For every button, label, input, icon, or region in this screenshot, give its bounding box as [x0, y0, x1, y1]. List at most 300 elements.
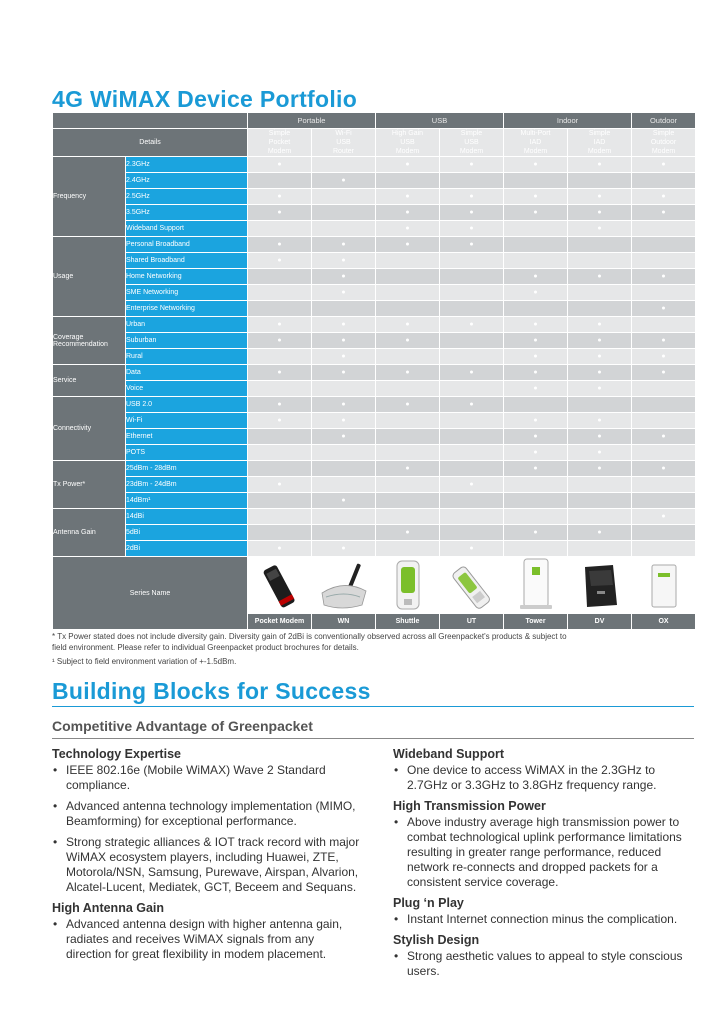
check-bullet-icon: ●	[597, 417, 602, 424]
feature-cell	[376, 461, 439, 476]
table-row	[53, 525, 695, 540]
model-header: Simple USB Modem	[440, 129, 503, 156]
table-row	[53, 205, 695, 220]
product-image-cell	[248, 557, 311, 613]
feature-label: Ethernet	[126, 429, 247, 444]
feature-cell	[248, 333, 311, 348]
table-row	[53, 445, 695, 460]
product-image-cell	[440, 557, 503, 613]
feature-label: 2.5GHz	[126, 189, 247, 204]
list-item: • Instant Internet connection minus the complication.	[393, 912, 695, 927]
feature-label: Wi-Fi	[126, 413, 247, 428]
list-item: • Advanced antenna design with higher antenna gain, radiates and receives WiMAX signals from any direction for great flexibility in modem placement.	[52, 917, 360, 962]
feature-cell	[376, 413, 439, 428]
check-bullet-icon: ●	[341, 337, 346, 344]
feature-cell	[632, 157, 695, 172]
check-bullet-icon: ●	[405, 241, 410, 248]
feature-label: 2.3GHz	[126, 157, 247, 172]
feature-cell	[632, 493, 695, 508]
feature-cell	[632, 397, 695, 412]
feature-cell	[312, 429, 375, 444]
bullet-list	[393, 949, 695, 979]
feature-label: Urban	[126, 317, 247, 332]
check-bullet-icon: ●	[341, 417, 346, 424]
feature-cell	[568, 397, 631, 412]
feature-cell	[248, 477, 311, 492]
product-image-cell	[376, 557, 439, 613]
check-bullet-icon: ●	[341, 545, 346, 552]
feature-cell	[568, 157, 631, 172]
check-bullet-icon: ●	[533, 193, 538, 200]
wn-router-device-icon	[318, 561, 370, 613]
feature-cell	[504, 413, 567, 428]
feature-cell	[504, 365, 567, 380]
product-image-cell	[632, 557, 695, 613]
feature-cell	[440, 205, 503, 220]
feature-cell	[504, 317, 567, 332]
bullet-list	[393, 912, 695, 927]
check-bullet-icon: ●	[277, 241, 282, 248]
feature-cell	[568, 429, 631, 444]
check-bullet-icon: ●	[341, 273, 346, 280]
feature-cell	[376, 205, 439, 220]
feature-cell	[568, 205, 631, 220]
table-row	[53, 461, 695, 476]
feature-cell	[504, 493, 567, 508]
check-bullet-icon: ●	[597, 193, 602, 200]
feature-cell	[312, 221, 375, 236]
feature-label: POTS	[126, 445, 247, 460]
feature-cell	[504, 333, 567, 348]
feature-cell	[312, 253, 375, 268]
device-portfolio-table	[52, 112, 696, 630]
feature-cell	[248, 381, 311, 396]
table-row	[53, 157, 695, 172]
model-header: Wi-Fi USB Router	[312, 129, 375, 156]
feature-cell	[376, 269, 439, 284]
check-bullet-icon: ●	[341, 497, 346, 504]
feature-cell	[440, 525, 503, 540]
check-bullet-icon: ●	[533, 273, 538, 280]
check-bullet-icon: ●	[277, 337, 282, 344]
footnote-tx-power: * Tx Power stated does not include diversity gain. Diversity gain of 2dBi is conventionally observed across all Greenpacket's products & subject to field environment. Please refer to individual Greenpacket product brochures for details.	[52, 632, 567, 652]
feature-cell	[376, 493, 439, 508]
feature-cell	[568, 493, 631, 508]
feature-cell	[568, 541, 631, 556]
feature-label: 3.5GHz	[126, 205, 247, 220]
feature-cell	[376, 157, 439, 172]
check-bullet-icon: ●	[405, 337, 410, 344]
category-label: Frequency	[53, 157, 125, 236]
feature-cell	[376, 173, 439, 188]
feature-cell	[248, 205, 311, 220]
check-bullet-icon: ●	[661, 369, 666, 376]
feature-cell	[248, 221, 311, 236]
feature-cell	[376, 429, 439, 444]
check-bullet-icon: ●	[341, 353, 346, 360]
check-bullet-icon: ●	[405, 193, 410, 200]
list-item: • IEEE 802.16e (Mobile WiMAX) Wave 2 Standard compliance.	[52, 763, 360, 793]
table-row	[53, 493, 695, 508]
feature-cell	[312, 349, 375, 364]
feature-cell	[504, 525, 567, 540]
table-row	[53, 285, 695, 300]
table-row	[53, 381, 695, 396]
feature-cell	[312, 365, 375, 380]
product-name: Shuttle	[376, 614, 439, 629]
table-row	[53, 237, 695, 252]
feature-cell	[568, 301, 631, 316]
feature-cell	[376, 189, 439, 204]
section-heading: Wideband Support	[393, 747, 504, 761]
feature-cell	[312, 541, 375, 556]
table-row	[53, 333, 695, 348]
bullet-list	[393, 815, 695, 890]
feature-cell	[440, 461, 503, 476]
check-bullet-icon: ●	[405, 209, 410, 216]
left-column	[52, 744, 360, 968]
check-bullet-icon: ●	[533, 369, 538, 376]
feature-cell	[312, 477, 375, 492]
right-column	[393, 744, 695, 985]
table-row	[53, 413, 695, 428]
model-header: Simple Pocket Modem	[248, 129, 311, 156]
check-bullet-icon: ●	[661, 513, 666, 520]
feature-cell	[312, 381, 375, 396]
feature-cell	[312, 189, 375, 204]
product-name: OX	[632, 614, 695, 629]
feature-cell	[248, 413, 311, 428]
feature-label: Home Networking	[126, 269, 247, 284]
check-bullet-icon: ●	[533, 417, 538, 424]
feature-cell	[312, 493, 375, 508]
check-bullet-icon: ●	[661, 433, 666, 440]
feature-cell	[312, 285, 375, 300]
table-row	[53, 429, 695, 444]
check-bullet-icon: ●	[661, 353, 666, 360]
feature-cell	[504, 221, 567, 236]
feature-cell	[440, 253, 503, 268]
feature-cell	[568, 525, 631, 540]
feature-cell	[312, 413, 375, 428]
check-bullet-icon: ●	[661, 161, 666, 168]
check-bullet-icon: ●	[469, 209, 474, 216]
feature-cell	[568, 413, 631, 428]
feature-cell	[248, 509, 311, 524]
check-bullet-icon: ●	[341, 321, 346, 328]
check-bullet-icon: ●	[341, 433, 346, 440]
feature-cell	[632, 349, 695, 364]
check-bullet-icon: ●	[533, 465, 538, 472]
list-item: • One device to access WiMAX in the 2.3GHz to 2.7GHz or 3.3GHz to 3.8GHz frequency range.	[393, 763, 695, 793]
feature-cell	[376, 349, 439, 364]
check-bullet-icon: ●	[661, 305, 666, 312]
check-bullet-icon: ●	[469, 401, 474, 408]
check-bullet-icon: ●	[469, 193, 474, 200]
section-heading: Stylish Design	[393, 933, 480, 947]
category-label: Coverage Recommendation	[53, 317, 125, 364]
group-header: Indoor	[504, 113, 631, 128]
check-bullet-icon: ●	[469, 161, 474, 168]
feature-cell	[312, 157, 375, 172]
list-item: • Above industry average high transmission power to combat technological uplink performance limitations resulting in greater range performance, reduced network re-connects and dropped packets for a consistent service coverage.	[393, 815, 695, 890]
section-heading: Technology Expertise	[52, 747, 181, 761]
feature-cell	[632, 269, 695, 284]
table-row	[53, 317, 695, 332]
feature-cell	[376, 333, 439, 348]
check-bullet-icon: ●	[661, 273, 666, 280]
feature-label: 5dBi	[126, 525, 247, 540]
check-bullet-icon: ●	[469, 545, 474, 552]
list-item: • Advanced antenna technology implementation (MIMO, Beamforming) for exceptional performance.	[52, 799, 360, 829]
check-bullet-icon: ●	[405, 225, 410, 232]
feature-cell	[632, 461, 695, 476]
model-header: Multi-Port IAD Modem	[504, 129, 567, 156]
feature-cell	[632, 205, 695, 220]
feature-cell	[632, 365, 695, 380]
feature-cell	[440, 509, 503, 524]
feature-cell	[376, 445, 439, 460]
check-bullet-icon: ●	[277, 369, 282, 376]
check-bullet-icon: ●	[405, 529, 410, 536]
feature-label: Rural	[126, 349, 247, 364]
check-bullet-icon: ●	[277, 193, 282, 200]
feature-cell	[632, 429, 695, 444]
check-bullet-icon: ●	[661, 193, 666, 200]
check-bullet-icon: ●	[597, 161, 602, 168]
dv-modem-device-icon	[579, 561, 621, 613]
feature-cell	[568, 285, 631, 300]
table-row	[53, 477, 695, 492]
check-bullet-icon: ●	[661, 337, 666, 344]
model-header: Simple Outdoor Modem	[632, 129, 695, 156]
product-name: Pocket Modem	[248, 614, 311, 629]
feature-cell	[248, 541, 311, 556]
feature-cell	[504, 397, 567, 412]
feature-cell	[440, 237, 503, 252]
page-title: 4G WiMAX Device Portfolio	[52, 86, 358, 112]
feature-cell	[504, 157, 567, 172]
feature-label: 14dBm¹	[126, 493, 247, 508]
feature-cell	[504, 189, 567, 204]
feature-cell	[312, 509, 375, 524]
check-bullet-icon: ●	[597, 337, 602, 344]
feature-cell	[376, 509, 439, 524]
check-bullet-icon: ●	[533, 529, 538, 536]
feature-cell	[632, 317, 695, 332]
check-bullet-icon: ●	[405, 369, 410, 376]
feature-cell	[632, 301, 695, 316]
table-row	[53, 397, 695, 412]
feature-cell	[568, 317, 631, 332]
check-bullet-icon: ●	[533, 385, 538, 392]
feature-label: 2.4GHz	[126, 173, 247, 188]
feature-cell	[248, 349, 311, 364]
check-bullet-icon: ●	[597, 225, 602, 232]
feature-cell	[568, 237, 631, 252]
table-row	[53, 189, 695, 204]
feature-cell	[632, 253, 695, 268]
feature-cell	[504, 285, 567, 300]
feature-cell	[632, 189, 695, 204]
feature-cell	[376, 221, 439, 236]
pocket-modem-device-icon	[258, 561, 302, 613]
feature-cell	[568, 253, 631, 268]
feature-cell	[440, 429, 503, 444]
feature-cell	[248, 285, 311, 300]
check-bullet-icon: ●	[533, 337, 538, 344]
feature-label: Enterprise Networking	[126, 301, 247, 316]
check-bullet-icon: ●	[597, 273, 602, 280]
footnote-dbm: ¹ Subject to field environment variation of +-1.5dBm.	[52, 657, 237, 666]
check-bullet-icon: ●	[597, 529, 602, 536]
feature-cell	[440, 221, 503, 236]
feature-cell	[504, 477, 567, 492]
feature-cell	[568, 221, 631, 236]
feature-cell	[568, 477, 631, 492]
feature-cell	[440, 317, 503, 332]
feature-cell	[440, 397, 503, 412]
check-bullet-icon: ●	[469, 369, 474, 376]
feature-cell	[376, 365, 439, 380]
check-bullet-icon: ●	[469, 321, 474, 328]
feature-label: SME Networking	[126, 285, 247, 300]
shuttle-usb-device-icon	[388, 559, 428, 613]
check-bullet-icon: ●	[341, 369, 346, 376]
check-bullet-icon: ●	[277, 161, 282, 168]
check-bullet-icon: ●	[277, 209, 282, 216]
feature-cell	[248, 525, 311, 540]
table-row	[53, 301, 695, 316]
check-bullet-icon: ●	[469, 481, 474, 488]
bullet-list	[52, 917, 360, 962]
ut-usb-device-icon	[447, 563, 497, 613]
check-bullet-icon: ●	[533, 161, 538, 168]
feature-cell	[376, 317, 439, 332]
feature-cell	[376, 285, 439, 300]
feature-cell	[312, 445, 375, 460]
feature-cell	[440, 301, 503, 316]
feature-cell	[504, 445, 567, 460]
group-header: USB	[376, 113, 503, 128]
feature-cell	[376, 477, 439, 492]
feature-cell	[504, 269, 567, 284]
feature-cell	[632, 333, 695, 348]
feature-cell	[312, 173, 375, 188]
feature-cell	[248, 301, 311, 316]
feature-cell	[376, 301, 439, 316]
feature-cell	[312, 461, 375, 476]
check-bullet-icon: ●	[597, 465, 602, 472]
check-bullet-icon: ●	[597, 353, 602, 360]
feature-cell	[632, 509, 695, 524]
product-image-cell	[312, 557, 375, 613]
check-bullet-icon: ●	[469, 241, 474, 248]
product-name: WN	[312, 614, 375, 629]
check-bullet-icon: ●	[533, 449, 538, 456]
check-bullet-icon: ●	[533, 353, 538, 360]
feature-cell	[504, 349, 567, 364]
table-row	[53, 269, 695, 284]
feature-cell	[504, 205, 567, 220]
header-blank	[53, 113, 247, 128]
model-header: Simple IAD Modem	[568, 129, 631, 156]
feature-cell	[632, 221, 695, 236]
table-row	[53, 541, 695, 556]
feature-label: Data	[126, 365, 247, 380]
feature-cell	[248, 397, 311, 412]
feature-cell	[312, 317, 375, 332]
check-bullet-icon: ●	[533, 321, 538, 328]
section-subtitle: Competitive Advantage of Greenpacket	[52, 718, 313, 734]
feature-cell	[504, 237, 567, 252]
feature-cell	[568, 445, 631, 460]
feature-cell	[440, 365, 503, 380]
feature-label: Suburban	[126, 333, 247, 348]
table-row	[53, 253, 695, 268]
feature-cell	[440, 349, 503, 364]
check-bullet-icon: ●	[277, 401, 282, 408]
feature-cell	[632, 285, 695, 300]
feature-cell	[248, 461, 311, 476]
feature-cell	[248, 365, 311, 380]
check-bullet-icon: ●	[597, 209, 602, 216]
check-bullet-icon: ●	[469, 225, 474, 232]
table-row	[53, 365, 695, 380]
feature-cell	[504, 381, 567, 396]
feature-label: 23dBm - 24dBm	[126, 477, 247, 492]
feature-cell	[632, 381, 695, 396]
feature-cell	[440, 445, 503, 460]
check-bullet-icon: ●	[341, 257, 346, 264]
group-header: Outdoor	[632, 113, 695, 128]
check-bullet-icon: ●	[597, 449, 602, 456]
table-row	[53, 509, 695, 524]
feature-cell	[568, 269, 631, 284]
check-bullet-icon: ●	[277, 257, 282, 264]
feature-cell	[504, 173, 567, 188]
feature-cell	[632, 477, 695, 492]
feature-label: Wideband Support	[126, 221, 247, 236]
feature-label: 2dBi	[126, 541, 247, 556]
check-bullet-icon: ●	[661, 465, 666, 472]
feature-cell	[440, 541, 503, 556]
table-row	[53, 173, 695, 188]
feature-cell	[440, 173, 503, 188]
feature-cell	[568, 349, 631, 364]
feature-label: 14dBi	[126, 509, 247, 524]
product-name: Tower	[504, 614, 567, 629]
feature-cell	[504, 461, 567, 476]
category-label: Usage	[53, 237, 125, 316]
feature-cell	[248, 237, 311, 252]
feature-label: Personal Broadband	[126, 237, 247, 252]
table-row	[53, 349, 695, 364]
feature-cell	[248, 173, 311, 188]
feature-cell	[440, 493, 503, 508]
check-bullet-icon: ●	[277, 321, 282, 328]
section-title: Building Blocks for Success	[52, 678, 371, 704]
category-label: Connectivity	[53, 397, 125, 460]
feature-cell	[568, 461, 631, 476]
feature-cell	[248, 493, 311, 508]
feature-cell	[376, 541, 439, 556]
section-divider	[52, 706, 694, 707]
feature-cell	[312, 397, 375, 412]
feature-cell	[440, 157, 503, 172]
feature-cell	[440, 285, 503, 300]
details-header: Details	[53, 129, 247, 156]
